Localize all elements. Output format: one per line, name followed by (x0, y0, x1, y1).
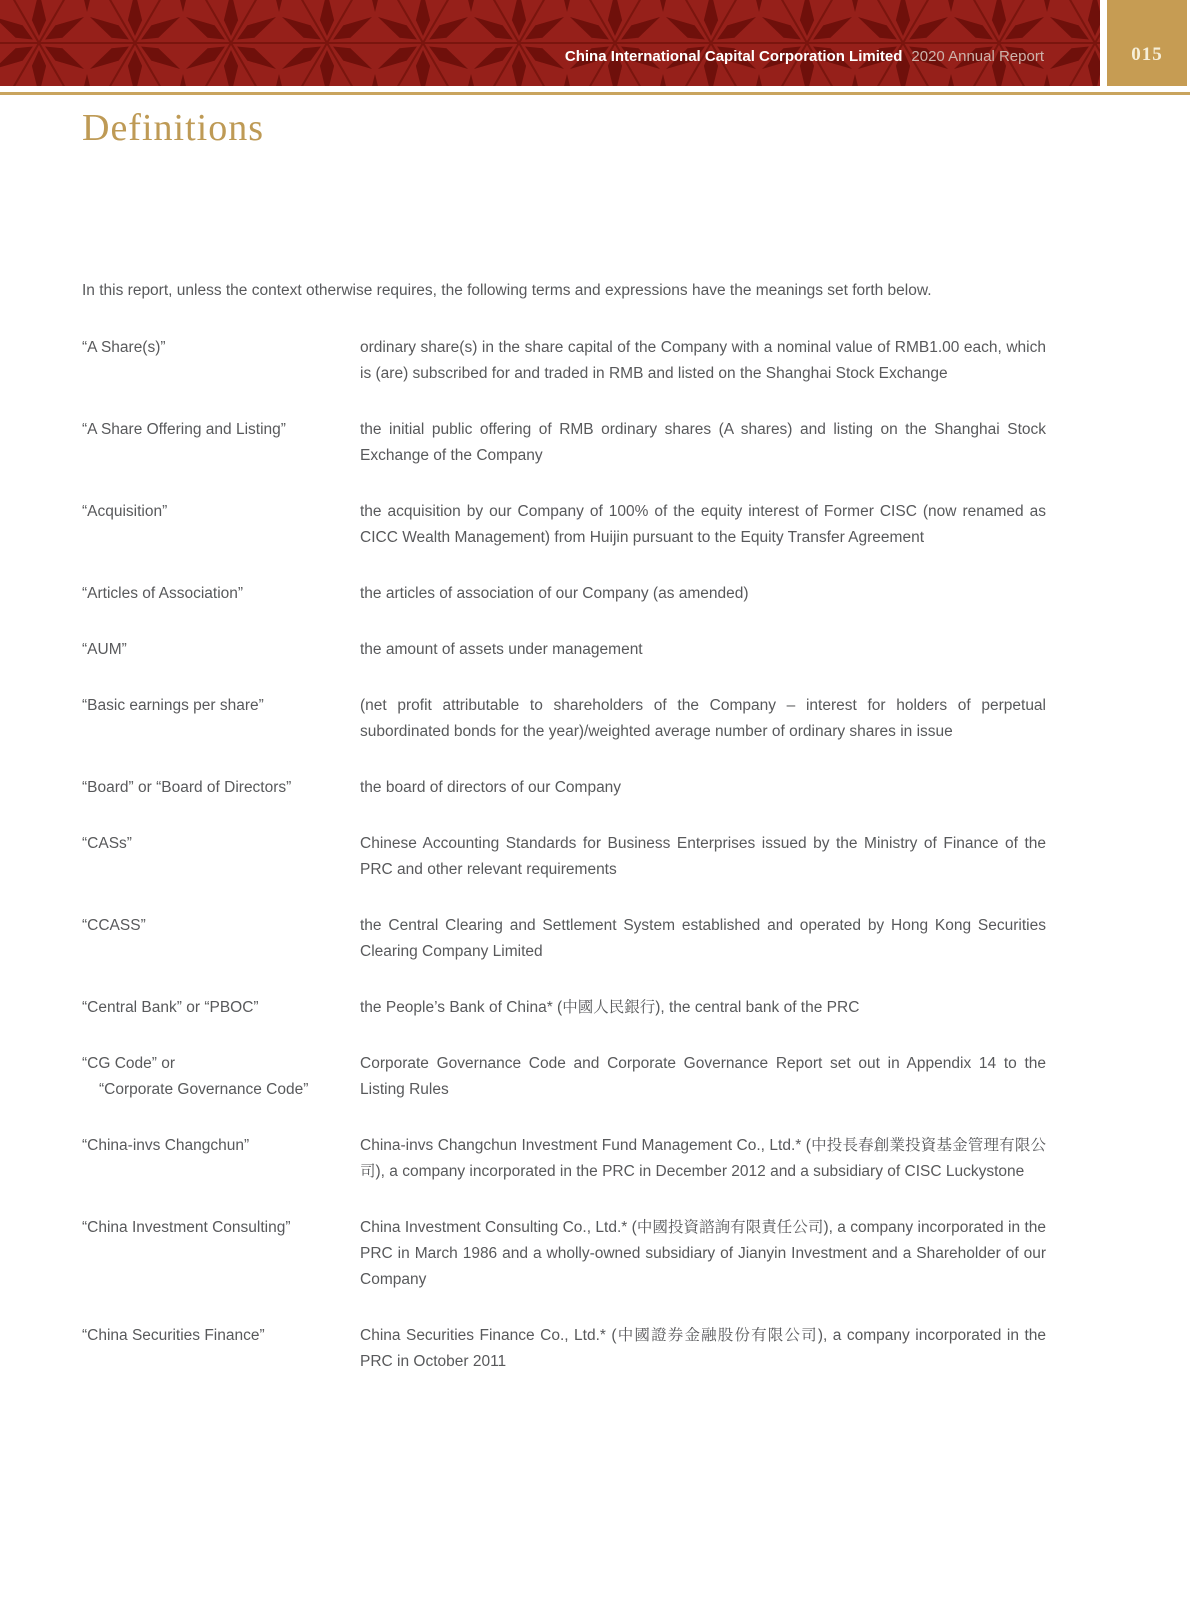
definition-term (82, 417, 360, 469)
definition-term-line: “Board” or “Board of Directors” (82, 779, 292, 796)
definition-text: (net profit attributable to shareholders of the Company – interest for holders of perpetual subordinated bonds for the year)/weighted average number of ordinary shares in issue (360, 697, 1046, 740)
report-header (0, 0, 1100, 86)
definition-row (82, 637, 1046, 663)
definition-term-line: “AUM” (82, 641, 127, 658)
definition-row (82, 775, 1046, 801)
definition-term (82, 831, 360, 883)
definitions-list (82, 335, 1046, 1375)
definition-text: China Investment Consulting Co., Ltd.* (中國投資諮詢有限責任公司), a company incorporated in the PRC in March 1986 and a wholly-owned subsidiary of Jianyin Investment and a Shareholder of our Company (360, 1219, 1046, 1288)
definition-term (82, 499, 360, 551)
definition-text: ordinary share(s) in the share capital of the Company with a nominal value of RMB1.00 each, which is (are) subscribed for and traded in RMB and listed on the Shanghai Stock Exchange (360, 339, 1046, 382)
definition-term (82, 693, 360, 745)
definitions-content (82, 278, 1046, 1375)
definition-row (82, 1133, 1046, 1185)
definition-term-line: “Basic earnings per share” (82, 697, 264, 714)
asanoha-pattern-decoration (0, 0, 1100, 86)
definition-term (82, 637, 360, 663)
definition-row (82, 1051, 1046, 1103)
definition-term-line: “Acquisition” (82, 503, 168, 520)
definition-row (82, 499, 1046, 551)
report-edition: 2020 Annual Report (911, 48, 1044, 65)
definition-text: the People’s Bank of China* (中國人民銀行), the central bank of the PRC (360, 999, 860, 1016)
definition-text: China-invs Changchun Investment Fund Management Co., Ltd.* (中投長春創業投資基金管理有限公司), a company incorporated in the PRC in December 2012 and a subsidiary of CISC Luckystone (360, 1137, 1046, 1180)
definition-term-line: “China-invs Changchun” (82, 1137, 250, 1154)
page-number-box (1107, 0, 1187, 86)
definition-text: the Central Clearing and Settlement System established and operated by Hong Kong Securities Clearing Company Limited (360, 917, 1046, 960)
definition-term-line: “CASs” (82, 835, 132, 852)
definition-text: the amount of assets under management (360, 641, 643, 658)
definition-text: the initial public offering of RMB ordinary shares (A shares) and listing on the Shanghai Stock Exchange of the Company (360, 421, 1046, 464)
definition-term (82, 1133, 360, 1185)
definition-term-line: “China Securities Finance” (82, 1327, 265, 1344)
definition-term-line: “CG Code” or (82, 1055, 176, 1072)
definition-term (82, 1051, 360, 1103)
definition-term (82, 775, 360, 801)
definition-text: the articles of association of our Company (as amended) (360, 585, 749, 602)
company-name: China International Capital Corporation Limited (564, 48, 903, 65)
intro-paragraph: In this report, unless the context otherwise requires, the following terms and expressions have the meanings set forth below. (82, 282, 932, 299)
page-title: Definitions (82, 107, 264, 149)
definition-text: the board of directors of our Company (360, 779, 622, 796)
definition-term-line: “Corporate Governance Code” (99, 1081, 309, 1098)
definition-term (82, 913, 360, 965)
header-text (565, 48, 1044, 66)
definition-text: Chinese Accounting Standards for Business Enterprises issued by the Ministry of Finance of the PRC and other relevant requirements (360, 835, 1046, 878)
definition-term-line: “A Share(s)” (82, 339, 166, 356)
definition-row (82, 335, 1046, 387)
definition-row (82, 693, 1046, 745)
definition-term (82, 1215, 360, 1293)
definition-row (82, 995, 1046, 1021)
definition-term-line: “Articles of Association” (82, 585, 244, 602)
definition-term-line: “Central Bank” or “PBOC” (82, 999, 259, 1016)
definition-term-line: “A Share Offering and Listing” (82, 421, 286, 438)
definition-term-line: “CCASS” (82, 917, 146, 934)
definition-term (82, 995, 360, 1021)
definition-term-line: “China Investment Consulting” (82, 1219, 291, 1236)
definition-text: the acquisition by our Company of 100% of the equity interest of Former CISC (now renamed as CICC Wealth Management) from Huijin pursuant to the Equity Transfer Agreement (360, 503, 1046, 546)
definition-term (82, 1323, 360, 1375)
definition-row (82, 831, 1046, 883)
gold-divider (0, 92, 1190, 95)
definition-row (82, 581, 1046, 607)
definition-term (82, 335, 360, 387)
definition-text: China Securities Finance Co., Ltd.* (中國證券金融股份有限公司), a company incorporated in the PRC in October 2011 (360, 1327, 1046, 1370)
definition-row (82, 913, 1046, 965)
definition-row (82, 1323, 1046, 1375)
definition-row (82, 417, 1046, 469)
definition-text: Corporate Governance Code and Corporate Governance Report set out in Appendix 14 to the Listing Rules (360, 1055, 1046, 1098)
definition-term (82, 581, 360, 607)
page-number: 015 (1131, 44, 1163, 65)
definition-row (82, 1215, 1046, 1293)
